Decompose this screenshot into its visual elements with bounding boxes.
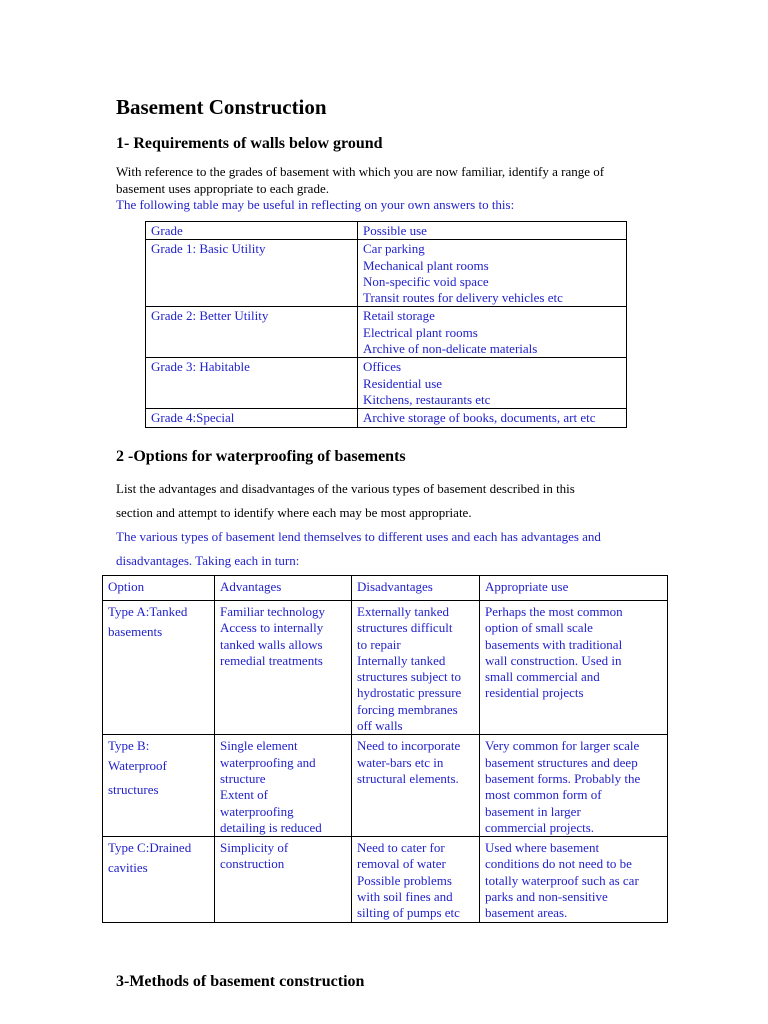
advantages-cell	[215, 735, 352, 837]
section-2-paragraph-line: section and attempt to identify where each may be most appropriate.	[116, 505, 472, 520]
disadvantage-line: Internally tanked	[357, 652, 446, 668]
section-2-paragraph-line: List the advantages and disadvantages of the various types of basement described in this	[116, 481, 575, 496]
grades-table	[145, 221, 627, 428]
use-line: Very common for larger scale	[485, 738, 640, 754]
use-line: commercial projects.	[485, 819, 595, 835]
disadvantage-line: with soil fines and	[357, 889, 453, 905]
use-line: small commercial and	[485, 669, 600, 685]
disadvantage-line: hydrostatic pressure	[357, 685, 462, 701]
waterproofing-options-table	[102, 575, 668, 923]
disadvantage-line: Possible problems	[357, 872, 452, 888]
table-row	[103, 601, 668, 735]
use-item: Archive of non-delicate materials	[363, 341, 538, 357]
option-line: Type A:Tanked	[108, 604, 188, 619]
option-cell	[103, 735, 215, 837]
table-row	[146, 240, 627, 307]
section-1-note: The following table may be useful in reflecting on your own answers to this:	[116, 197, 515, 212]
advantage-line: detailing is reduced	[220, 819, 322, 835]
advantage-line: Single element	[220, 738, 298, 754]
advantage-line: Extent of	[220, 787, 269, 803]
uses-cell	[358, 240, 627, 307]
use-item: Offices	[363, 359, 402, 375]
use-line: basement areas.	[485, 905, 568, 921]
advantages-cell	[215, 601, 352, 735]
use-line: basement structures and deep	[485, 754, 638, 770]
header-cell-advantages: Advantages	[215, 576, 352, 601]
disadvantage-line: structural elements.	[357, 770, 459, 786]
use-item: Archive storage of books, documents, art etc	[363, 410, 596, 426]
option-line: structures	[108, 782, 159, 798]
grade-cell: Grade 1: Basic Utility	[146, 240, 358, 307]
section-1-paragraph	[116, 164, 604, 197]
uses-cell	[358, 409, 627, 427]
advantage-line: construction	[220, 856, 285, 872]
disadvantages-cell	[352, 837, 480, 922]
use-line: parks and non-sensitive	[485, 889, 608, 905]
appropriate-use-cell	[480, 601, 668, 735]
advantage-line: Simplicity of	[220, 840, 289, 856]
use-item: Kitchens, restaurants etc	[363, 391, 491, 407]
use-item: Transit routes for delivery vehicles etc	[363, 290, 563, 306]
use-item: Mechanical plant rooms	[363, 257, 489, 273]
disadvantages-cell	[352, 601, 480, 735]
disadvantage-line: to repair	[357, 636, 401, 652]
section-2-note-line: The various types of basement lend themselves to different uses and each has advantages and	[116, 529, 601, 544]
option-line: Waterproof	[108, 758, 167, 774]
table-header-row	[103, 576, 668, 601]
use-line: basement in larger	[485, 803, 581, 819]
option-cell	[103, 601, 215, 735]
use-line: conditions do not need to be	[485, 856, 632, 872]
table-row	[103, 837, 668, 922]
use-item: Non-specific void space	[363, 273, 489, 289]
use-line: basements with traditional	[485, 636, 623, 652]
header-cell-disadvantages: Disadvantages	[352, 576, 480, 601]
disadvantage-line: forcing membranes	[357, 701, 458, 717]
advantage-line: structure	[220, 770, 266, 786]
header-cell-grade: Grade	[146, 222, 358, 240]
use-line: most common form of	[485, 787, 602, 803]
table-header-row	[146, 222, 627, 240]
header-cell-option: Option	[103, 576, 215, 601]
uses-cell	[358, 358, 627, 409]
disadvantage-line: off walls	[357, 718, 403, 734]
section-2-note-line: disadvantages. Taking each in turn:	[116, 553, 300, 568]
disadvantage-line: silting of pumps etc	[357, 905, 460, 921]
grade-cell: Grade 4:Special	[146, 409, 358, 427]
header-cell-possible-use: Possible use	[358, 222, 627, 240]
use-line: wall construction. Used in	[485, 652, 622, 668]
use-line: totally waterproof such as car	[485, 872, 639, 888]
table-row	[146, 358, 627, 409]
section-3-heading: 3-Methods of basement construction	[116, 973, 365, 990]
section-2-note	[116, 525, 601, 573]
use-item: Residential use	[363, 375, 443, 391]
advantage-line: Familiar technology	[220, 604, 326, 619]
option-line: basements	[108, 624, 163, 639]
advantage-line: Access to internally	[220, 620, 324, 636]
option-line: cavities	[108, 860, 148, 876]
section-1-paragraph-line: With reference to the grades of basement with which you are now familiar, identify a range of	[116, 164, 605, 179]
use-line: residential projects	[485, 685, 584, 701]
use-item: Car parking	[363, 241, 425, 257]
table-row	[103, 735, 668, 837]
grade-cell: Grade 3: Habitable	[146, 358, 358, 409]
use-line: Perhaps the most common	[485, 604, 623, 619]
disadvantage-line: removal of water	[357, 856, 446, 872]
uses-cell	[358, 307, 627, 358]
advantage-line: waterproofing and	[220, 754, 316, 770]
disadvantage-line: Need to cater for	[357, 840, 445, 856]
advantage-line: tanked walls allows	[220, 636, 323, 652]
use-item: Electrical plant rooms	[363, 324, 478, 340]
disadvantage-line: Need to incorporate	[357, 738, 461, 754]
page-title: Basement Construction	[116, 95, 327, 119]
advantages-cell	[215, 837, 352, 922]
grade-cell: Grade 2: Better Utility	[146, 307, 358, 358]
advantage-line: waterproofing	[220, 803, 294, 819]
disadvantage-line: structures difficult	[357, 620, 453, 636]
section-2-heading: 2 -Options for waterproofing of basements	[116, 448, 406, 465]
disadvantage-line: water-bars etc in	[357, 754, 444, 770]
option-line: Type B:	[108, 738, 150, 754]
disadvantage-line: structures subject to	[357, 669, 461, 685]
table-row	[146, 409, 627, 427]
option-line: Type C:Drained	[108, 840, 192, 856]
option-cell	[103, 837, 215, 922]
table-row	[146, 307, 627, 358]
appropriate-use-cell	[480, 837, 668, 922]
use-item: Retail storage	[363, 308, 435, 324]
use-line: basement forms. Probably the	[485, 770, 641, 786]
section-1-paragraph-line: basement uses appropriate to each grade.	[116, 180, 329, 196]
use-line: option of small scale	[485, 620, 593, 636]
disadvantage-line: Externally tanked	[357, 604, 450, 619]
disadvantages-cell	[352, 735, 480, 837]
header-cell-appropriate-use: Appropriate use	[480, 576, 668, 601]
advantage-line: remedial treatments	[220, 652, 323, 668]
section-2-paragraph	[116, 477, 575, 525]
use-line: Used where basement	[485, 840, 600, 856]
section-1-heading: 1- Requirements of walls below ground	[116, 135, 383, 152]
appropriate-use-cell	[480, 735, 668, 837]
